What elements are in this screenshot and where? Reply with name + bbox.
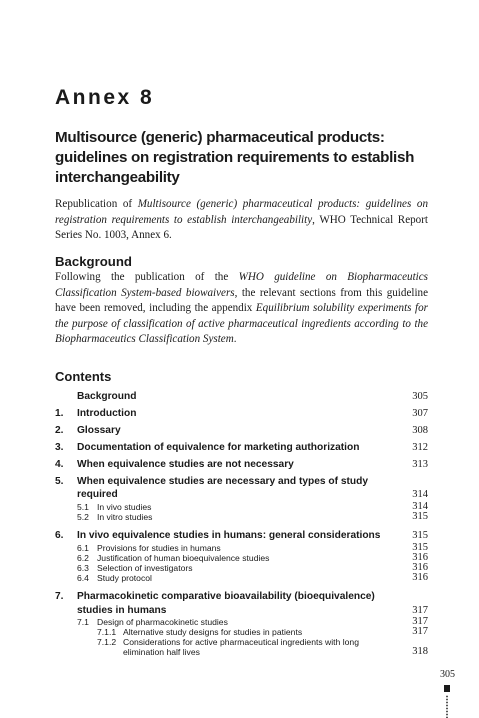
toc-entry-title: Documentation of equivalence for marketing authorization [77, 441, 360, 453]
toc-entry-title: Glossary [77, 424, 121, 436]
toc-entry [55, 553, 428, 563]
toc-entry-title: Selection of investigators [97, 562, 193, 573]
toc-entry [55, 441, 428, 455]
toc-entry [55, 543, 428, 553]
toc-entry-title: Considerations for active pharmaceutical ingredients with long elimination half lives [123, 637, 359, 657]
toc-entry [55, 424, 428, 438]
toc-entry [55, 627, 428, 637]
republication-italic-title: Multisource (generic) pharmaceutical products: guidelines on registration requirements to establish interchangeability [55, 198, 428, 226]
toc-entry [55, 563, 428, 573]
toc-entry [55, 502, 428, 512]
toc-entry-title: In vivo studies [97, 501, 152, 512]
toc-entry [55, 573, 428, 583]
background-italic-1: WHO guideline on Biopharmaceutics Classification System-based biowaivers [55, 271, 428, 299]
toc-entry [55, 617, 428, 627]
toc-entry [55, 390, 428, 404]
toc-entry-page: 317 [412, 626, 428, 637]
toc-entry-title: Alternative study designs for studies in patients [123, 627, 303, 637]
toc-entry-number: 7.1.2 [97, 637, 117, 647]
toc-entry-page: 315 [412, 510, 428, 522]
toc-entry-number: 6.1 [77, 542, 89, 553]
background-italic-2: Equilibrium solubility experiments for the purpose of classification of active pharmaceutical ingredients according to the Biopharmaceutics Classification System [55, 302, 428, 345]
republication-paragraph [55, 197, 428, 244]
toc-entry-page: 307 [412, 407, 428, 419]
toc-entry-number: 5.1 [77, 501, 89, 512]
toc-entry [55, 458, 428, 472]
toc-entry-number: 6.4 [77, 572, 89, 583]
toc-entry-page: 315 [412, 530, 428, 541]
toc-entry-title: Justification of human bioequivalence studies [97, 552, 270, 563]
toc-entry-title: When equivalence studies are necessary and types of study required [77, 475, 369, 500]
toc-entry-title: When equivalence studies are not necessary [77, 458, 294, 470]
toc-entry-title: In vitro studies [97, 511, 153, 522]
background-text-post: . [233, 333, 237, 345]
toc-entry [55, 407, 428, 421]
annex-title: Annex 8 [55, 86, 155, 109]
toc-entry-number: 7. [55, 591, 64, 602]
toc-entry-number: 6. [55, 530, 64, 541]
background-heading: Background [55, 254, 132, 269]
toc-entry-number: 6.2 [77, 552, 89, 563]
toc-entry-page: 318 [412, 646, 428, 657]
toc-entry-page: 305 [412, 390, 428, 402]
toc-entry-page: 308 [412, 424, 428, 436]
toc-entry [55, 590, 428, 617]
toc-entry-number: 7.1.1 [97, 627, 117, 637]
toc-entry-page: 314 [412, 500, 428, 512]
contents-heading: Contents [55, 369, 112, 384]
toc-entry-title: Study protocol [97, 572, 152, 583]
toc-entry-title: Background [77, 390, 137, 402]
background-text-mid: , the relevant sections from this guideline have been removed, including the appendix [55, 286, 428, 314]
toc-entry-page: 316 [412, 571, 428, 583]
toc-entry-page: 316 [412, 561, 428, 573]
toc-entry-title: Design of pharmacokinetic studies [97, 617, 228, 627]
republication-text-pre: Republication of [55, 198, 138, 210]
toc-entry-number: 5. [55, 475, 64, 487]
toc-entry-title: Provisions for studies in humans [97, 542, 221, 553]
page-marker [444, 685, 450, 692]
toc-entry-page: 314 [412, 489, 428, 500]
toc-entry [55, 475, 428, 502]
table-of-contents [55, 386, 428, 657]
toc-entry-number: 6.3 [77, 562, 89, 573]
toc-entry-number: 7.1 [77, 617, 89, 627]
background-text-pre: Following the publication of the [55, 271, 239, 283]
toc-entry-number: 4. [55, 458, 64, 470]
toc-entry [55, 529, 428, 543]
republication-text-post: , WHO Technical Report Series No. 1003, Annex 6. [55, 213, 428, 241]
toc-entry-number: 2. [55, 424, 64, 436]
background-paragraph [55, 270, 428, 348]
document-title: Multisource (generic) pharmaceutical products: guidelines on registration requirements to establish interchangeability [55, 129, 415, 186]
toc-entry-title: Introduction [77, 407, 137, 419]
toc-entry-page: 312 [412, 441, 428, 453]
page-edge-dots [446, 695, 448, 718]
toc-entry-page: 317 [412, 604, 428, 616]
toc-entry-page: 315 [412, 541, 428, 553]
toc-entry-number: 3. [55, 441, 64, 453]
toc-entry [55, 512, 428, 522]
toc-entry [55, 637, 428, 657]
page-number: 305 [440, 669, 455, 680]
toc-entry-number: 5.2 [77, 511, 89, 522]
toc-entry-page: 317 [412, 616, 428, 627]
toc-entry-page: 316 [412, 551, 428, 563]
toc-entry-title: In vivo equivalence studies in humans: general considerations [77, 530, 381, 541]
toc-entry-number: 1. [55, 407, 64, 419]
toc-entry-title: Pharmacokinetic comparative bioavailability (bioequivalence) studies in humans [77, 591, 375, 616]
toc-entry-page: 313 [412, 458, 428, 470]
